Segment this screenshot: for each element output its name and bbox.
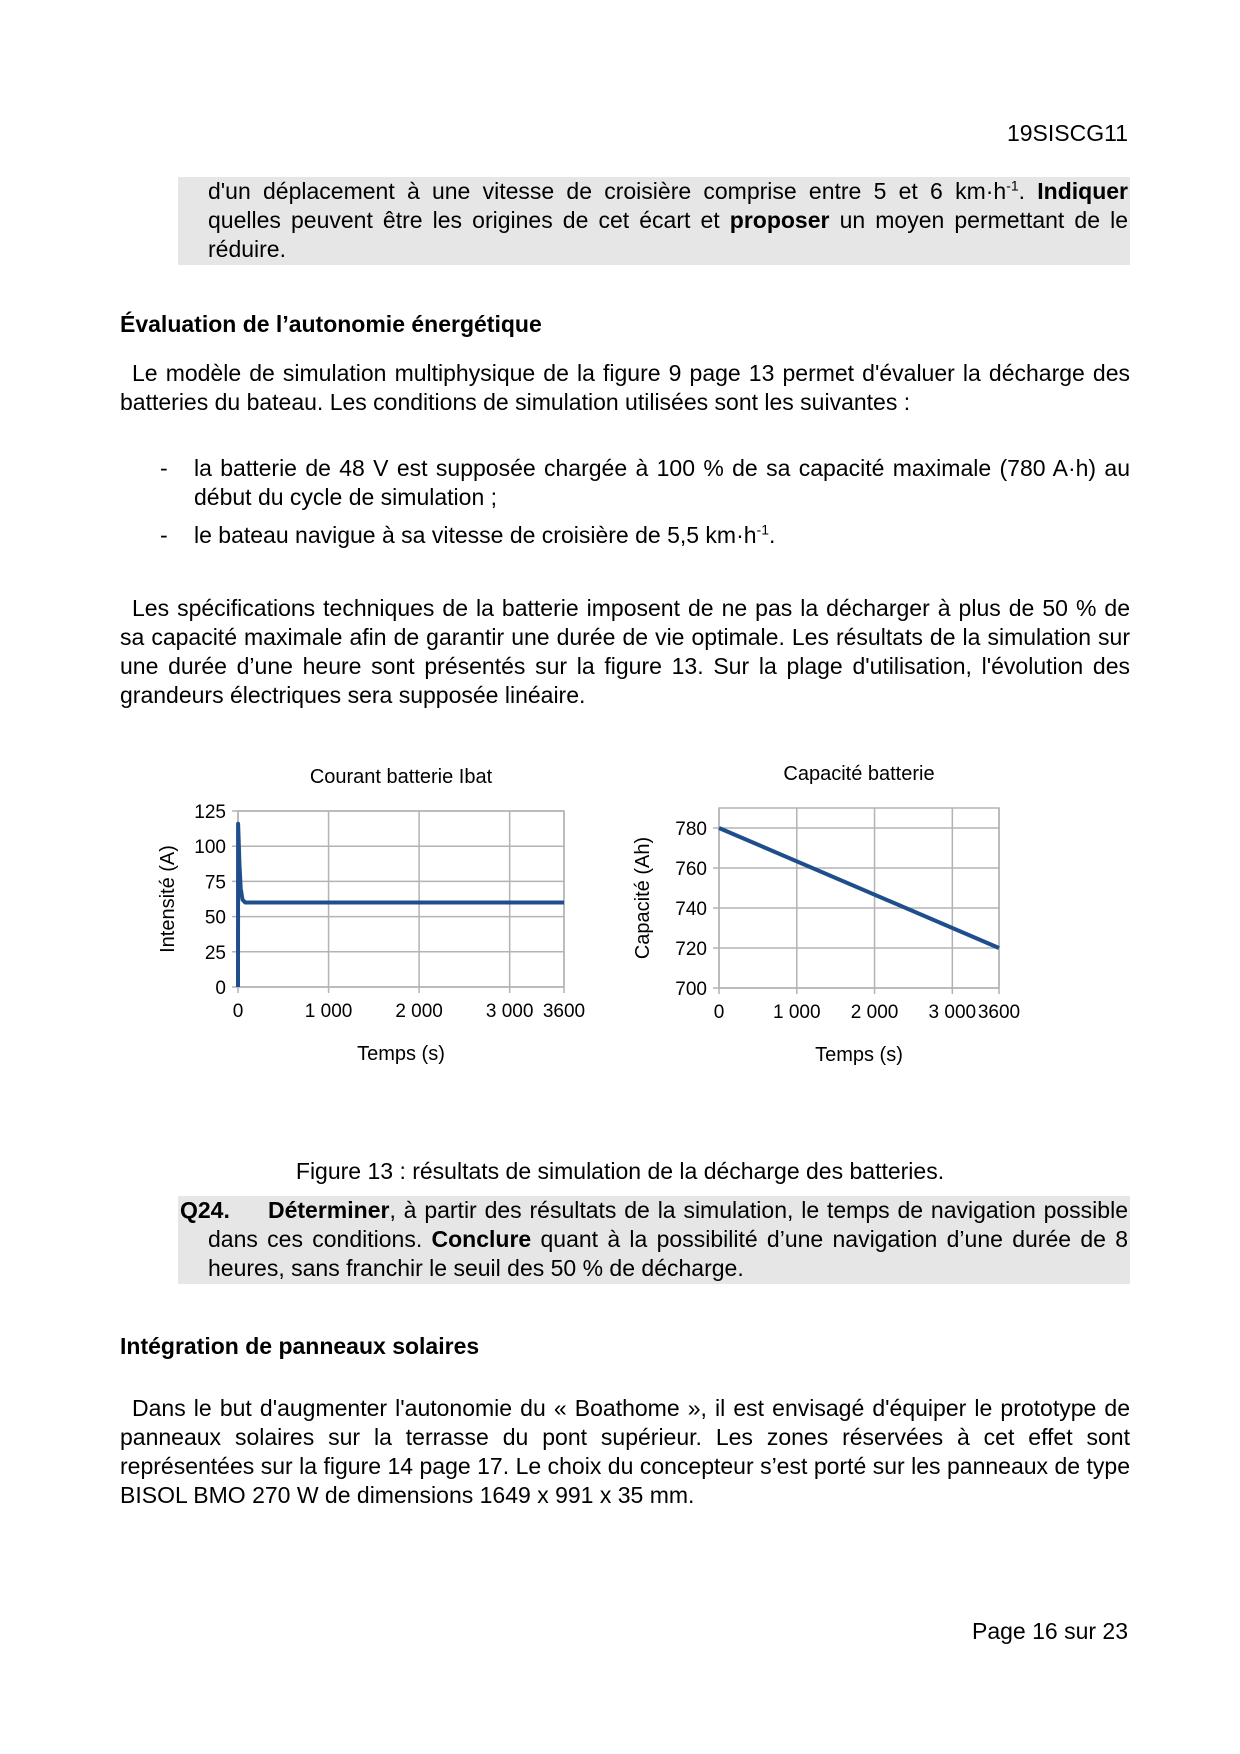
x-tick-label: 3600: [977, 1002, 1021, 1023]
y-tick-label: 75: [204, 872, 226, 894]
y-tick-label: 100: [194, 837, 226, 859]
verb-determiner: Déterminer: [268, 1197, 390, 1223]
conditions-list: [120, 454, 1130, 559]
list-item: [120, 521, 1130, 550]
x-tick-label: 3 000: [928, 1002, 977, 1023]
verb-indiquer: Indiquer: [1037, 178, 1129, 204]
list-item-end: .: [769, 522, 776, 548]
list-item-text: la batterie de 48 V est supposée chargée à 100 % de sa capacité maximale (780 A·h) au début du cycle de simulation ;: [194, 455, 1130, 510]
x-tick-label: 2 000: [850, 1002, 899, 1023]
list-dash: -: [160, 455, 168, 481]
y-tick-label: 780: [675, 819, 707, 840]
page-number: Page 16 sur 23: [971, 1618, 1128, 1644]
x-axis-label: Temps (s): [357, 1043, 445, 1065]
chart-courant-batterie: [150, 755, 630, 1135]
y-tick-label: 700: [675, 979, 707, 1000]
section-title-panneaux: Intégration de panneaux solaires: [120, 1333, 480, 1359]
document-code: 19SISCG11: [1006, 120, 1128, 146]
paragraph-intro: [120, 359, 1130, 417]
y-tick-label: 740: [675, 899, 707, 920]
panneaux-text: Dans le but d'augmenter l'autonomie du « Boathome », il est envisagé d'équiper le prototype de panneaux solaires sur la terrasse du pont supérieur. Les zones réservées à cet effet sont représentées sur la figure 14 page 17. Le choix du concepteur s’est porté sur les panneaux de type BISOL BMO 270 W de dimensions 1649 x 991 x 35 mm.: [120, 1395, 1130, 1508]
continuation-mid: quelles peuvent être les origines de cet écart et: [208, 207, 730, 233]
x-tick-label: 0: [713, 1002, 725, 1023]
q24-text2: quant à la possibilité d’une navigation d’une durée de 8 heures, sans franchir le seuil des 50 % de décharge.: [208, 1226, 1128, 1281]
x-tick-label: 3 000: [485, 1001, 534, 1022]
y-axis-label: Intensité (A): [157, 845, 179, 953]
y-tick-label: 720: [675, 939, 707, 960]
y-tick-label: 0: [215, 978, 226, 999]
figure-caption: Figure 13 : résultats de simulation de la décharge des batteries.: [295, 1158, 945, 1184]
question-number: Q24.: [180, 1197, 230, 1223]
x-tick-label: 3600: [542, 1001, 586, 1022]
unit-exponent: -1: [756, 521, 769, 538]
x-tick-label: 0: [232, 1001, 244, 1022]
paragraph-panneaux: [120, 1394, 1130, 1510]
chart-title: Capacité batterie: [783, 763, 935, 785]
plot-frame: [719, 808, 999, 988]
y-axis-label: Capacité (Ah): [632, 836, 654, 960]
y-tick-label: 760: [675, 859, 707, 880]
y-tick-label: 25: [204, 942, 226, 964]
specifications-text: Les spécifications techniques de la batterie imposent de ne pas la décharger à plus de 50 % de sa capacité maximale afin de garantir une durée de vie optimale. Les résultats de la simulation sur une durée d’une heure sont présentés sur la figure 13. Sur la plage d'utilisation, l'évolution des grandeurs électriques sera supposée linéaire.: [120, 595, 1130, 708]
q24-text1: , à partir des résultats de la simulation, le temps de navigation possible dans ces conditions.: [208, 1197, 1128, 1252]
continuation-end: un moyen permettant de le réduire.: [208, 207, 1129, 262]
paragraph-specifications: [120, 594, 1130, 710]
series-line: [238, 824, 564, 987]
section-title-autonomie: Évaluation de l’autonomie énergétique: [120, 311, 542, 337]
x-axis-label: Temps (s): [815, 1044, 903, 1066]
continuation-period: .: [1018, 178, 1026, 204]
plot-frame: [238, 811, 564, 987]
continuation-line1: d'un déplacement à une vitesse de croisière comprise entre 5 et 6 km·h: [208, 178, 1007, 204]
list-item: [120, 454, 1130, 512]
series-line: [719, 828, 999, 948]
question-q24-box: [178, 1196, 1130, 1284]
x-tick-label: 1 000: [773, 1002, 821, 1023]
y-tick-label: 125: [194, 802, 226, 823]
chart-title: Courant batterie Ibat: [309, 766, 493, 788]
x-tick-label: 2 000: [395, 1001, 443, 1022]
unit-exponent: -1: [1006, 177, 1019, 194]
question-continuation-box: [178, 177, 1130, 265]
verb-proposer: proposer: [729, 207, 830, 233]
list-dash: -: [160, 522, 168, 548]
verb-conclure: Conclure: [431, 1226, 532, 1252]
intro-text: Le modèle de simulation multiphysique de la figure 9 page 13 permet d'évaluer la décharge des batteries du bateau. Les conditions de simulation utilisées sont les suivantes :: [120, 360, 1130, 415]
x-tick-label: 1 000: [304, 1001, 353, 1022]
y-tick-label: 50: [204, 907, 226, 929]
chart-capacite-batterie: [625, 762, 1105, 1142]
list-item-text: le bateau navigue à sa vitesse de croisière de 5,5 km·h: [194, 522, 757, 548]
